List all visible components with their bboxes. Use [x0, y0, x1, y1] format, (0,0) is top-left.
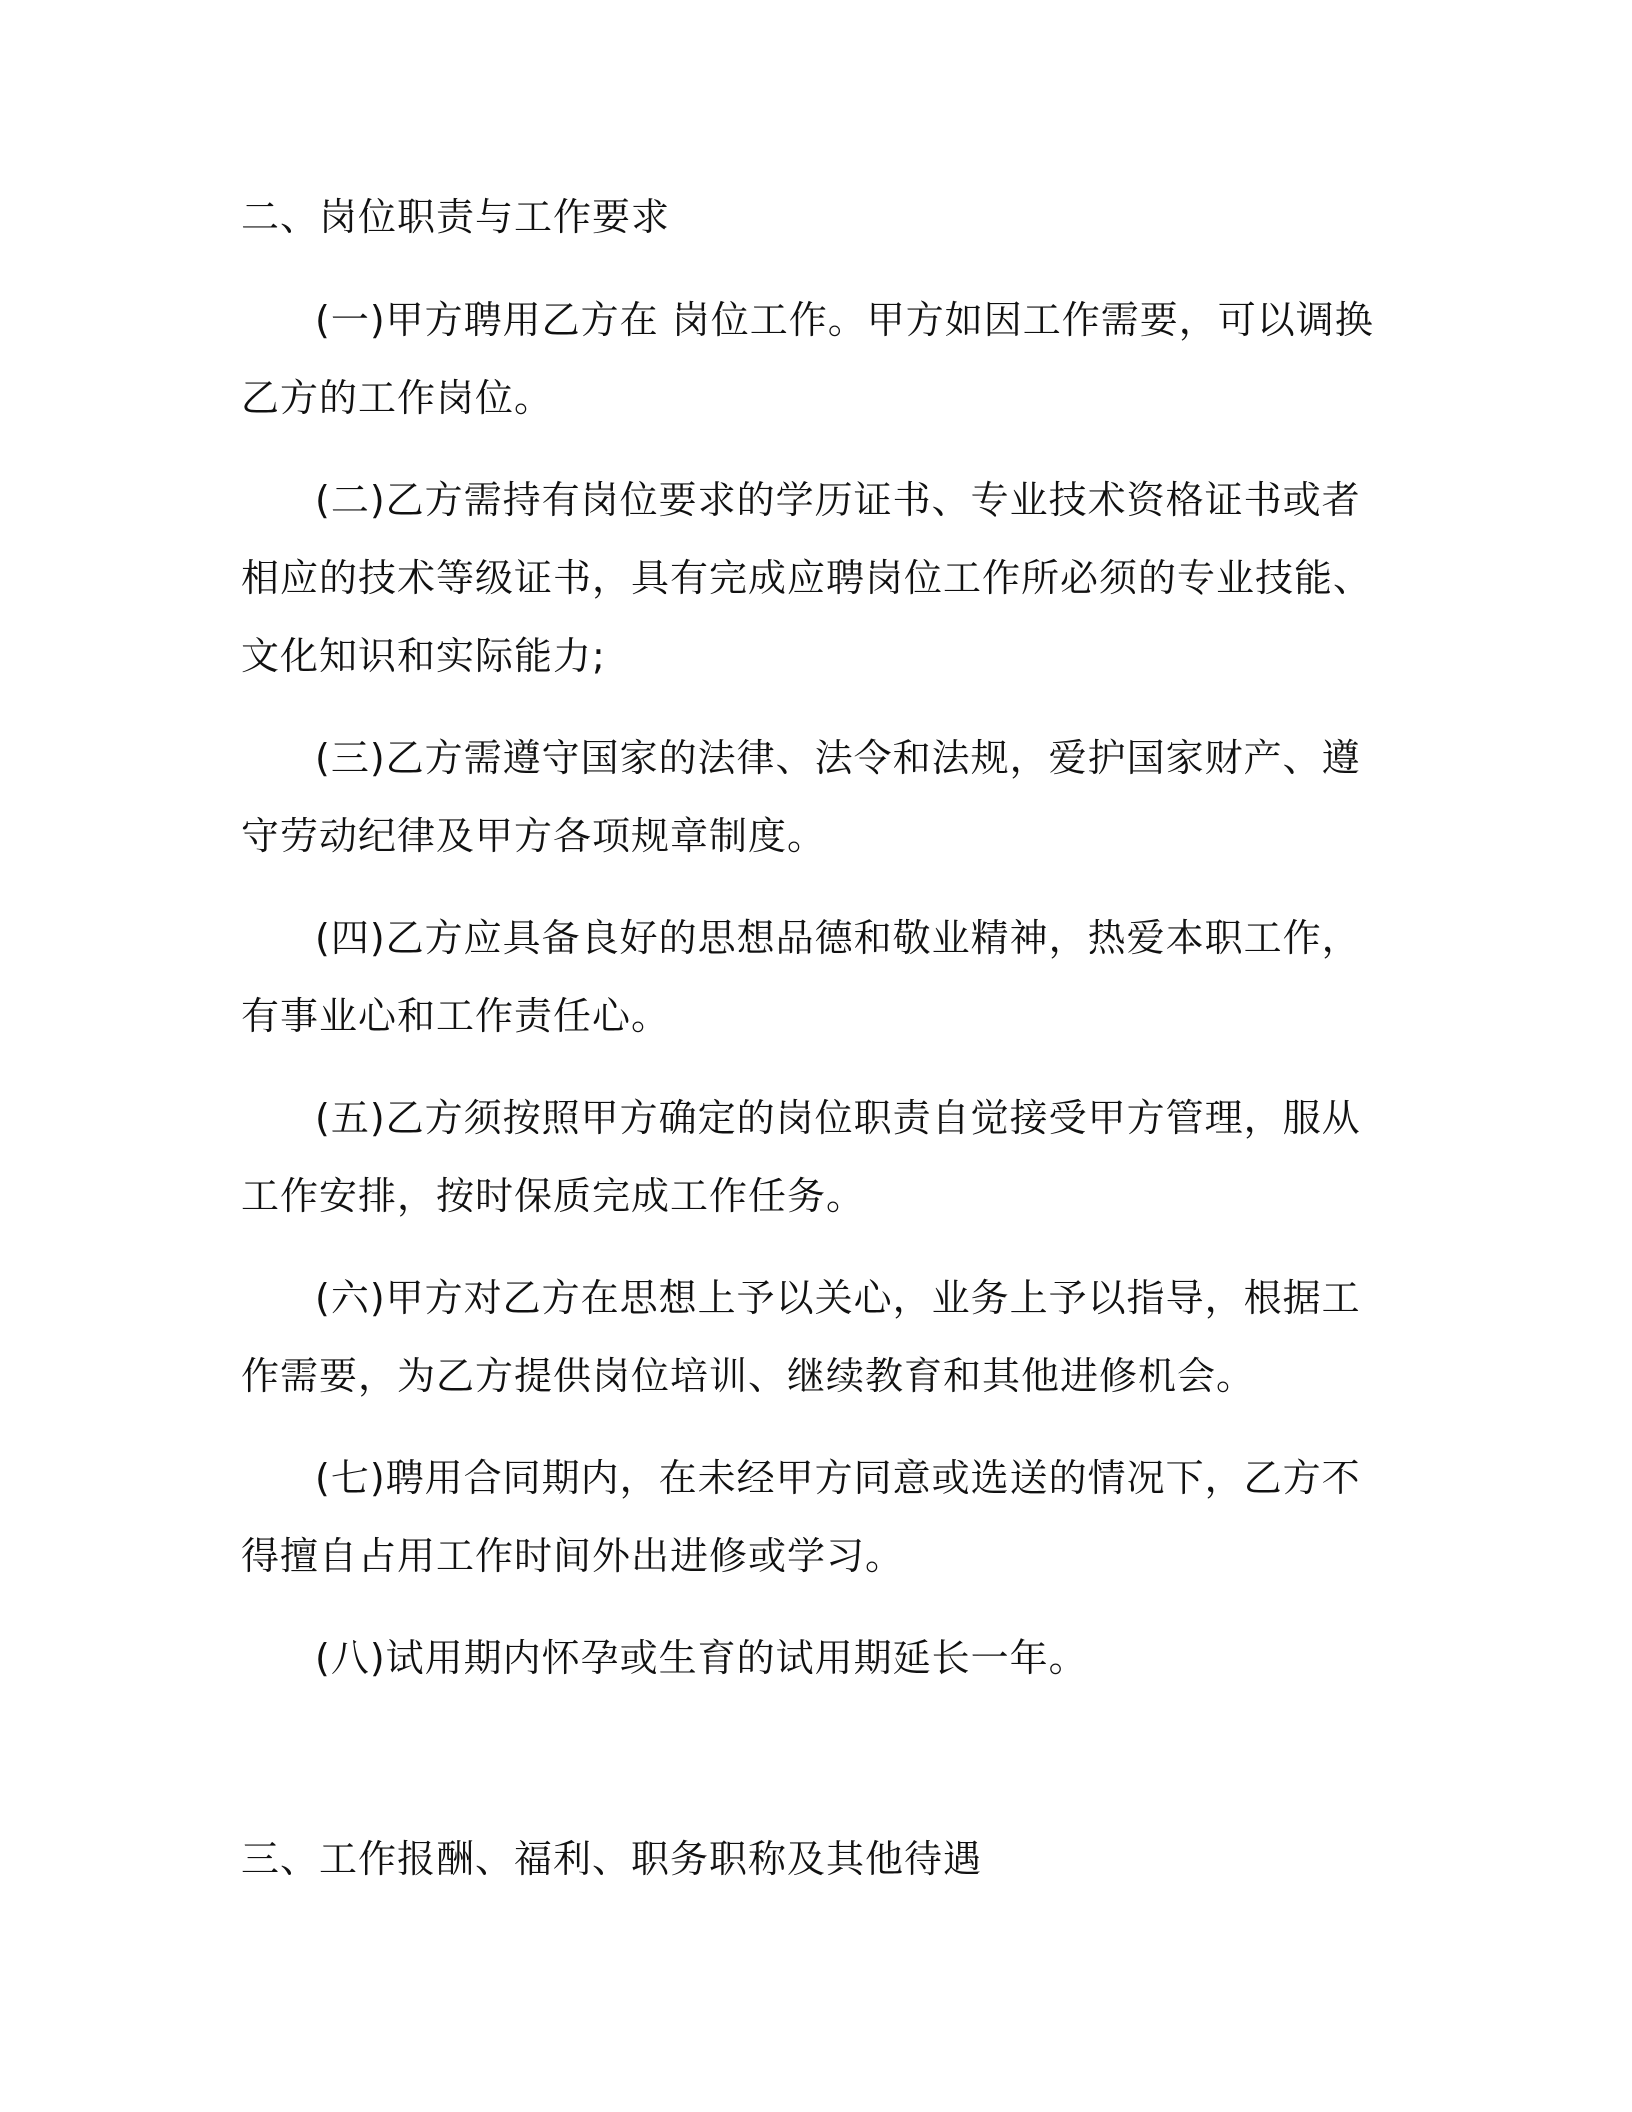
clause-item-8: (八)试用期内怀孕或生育的试用期延长一年。	[315, 1636, 1088, 1680]
clause-item-1: (一)甲方聘用乙方在 岗位工作。甲方如因工作需要，可以调换乙方的工作岗位。	[241, 298, 1374, 420]
section-heading-three: 三、工作报酬、福利、职务职称及其他待遇	[241, 1837, 983, 1881]
clause-item-3: (三)乙方需遵守国家的法律、法令和法规，爱护国家财产、遵守劳动纪律及甲方各项规章制度。	[241, 736, 1361, 858]
clause-item-7: (七)聘用合同期内，在未经甲方同意或选送的情况下，乙方不得擅自占用工作时间外出进修或学习。	[241, 1456, 1361, 1578]
clause-item-6: (六)甲方对乙方在思想上予以关心，业务上予以指导，根据工作需要，为乙方提供岗位培训、继续教育和其他进修机会。	[241, 1276, 1361, 1398]
clause-item-2: (二)乙方需持有岗位要求的学历证书、专业技术资格证书或者相应的技术等级证书，具有完成应聘岗位工作所必须的专业技能、文化知识和实际能力;	[241, 478, 1373, 678]
section-heading-two: 二、岗位职责与工作要求	[241, 195, 671, 239]
clause-item-5: (五)乙方须按照甲方确定的岗位职责自觉接受甲方管理，服从工作安排，按时保质完成工作任务。	[241, 1096, 1361, 1218]
clause-item-4: (四)乙方应具备良好的思想品德和敬业精神，热爱本职工作，有事业心和工作责任心。	[241, 916, 1361, 1038]
